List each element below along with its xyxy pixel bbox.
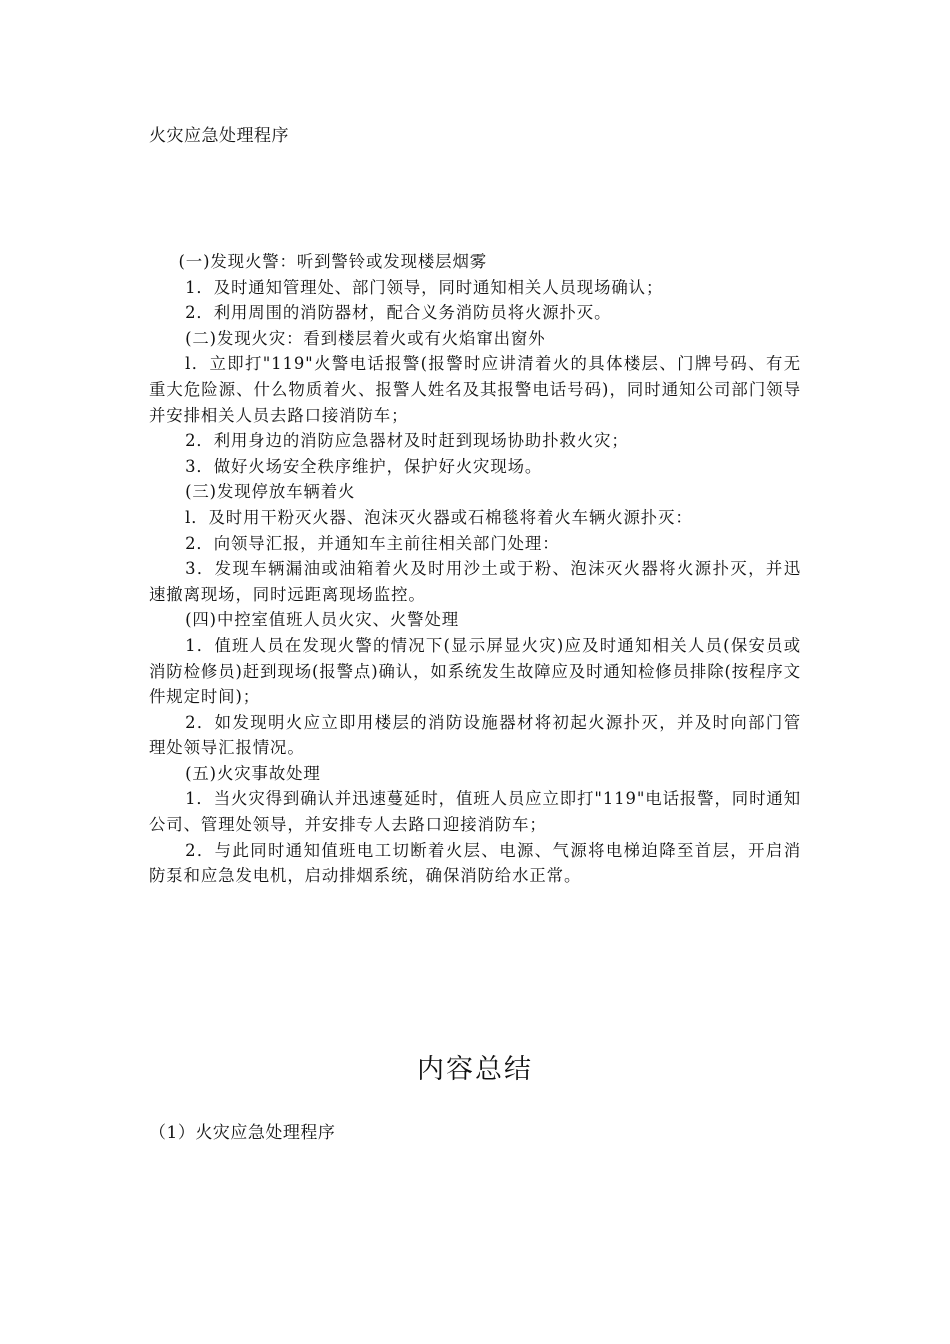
paragraph: 3．做好火场安全秩序维护，保护好火灾现场。: [185, 456, 543, 476]
section-heading-2: (二)发现火灾：看到楼层着火或有火焰窜出窗外: [185, 328, 546, 348]
paragraph: 2．如发现明火应立即用楼层的消防设施器材将初起火源扑灭，并及时向部门管理处领导汇报情况。: [149, 712, 801, 758]
document-header: 火灾应急处理程序: [149, 126, 289, 146]
section-heading-1: (一)发现火警：听到警铃或发现楼层烟雾: [178, 252, 488, 271]
section-heading-4: (四)中控室值班人员火灾、火警处理: [185, 610, 460, 630]
paragraph: 2．利用周围的消防器材，配合义务消防员将火源扑灭。: [185, 303, 612, 323]
section-heading-3: (三)发现停放车辆着火: [185, 482, 356, 502]
paragraph: 2．与此同时通知值班电工切断着火层、电源、气源将电梯迫降至首层，开启消防泵和应急发电机，启动排烟系统，确保消防给水正常。: [149, 840, 801, 886]
paragraph: 3．发现车辆漏油或油箱着火及时用沙土或于粉、泡沫灭火器将火源扑灭，并迅速撤离现场，同时远距离现场监控。: [149, 559, 801, 604]
summary-item: （1）火灾应急处理程序: [149, 1123, 336, 1143]
paragraph: 1．及时通知管理处、部门领导，同时通知相关人员现场确认；: [185, 277, 664, 297]
paragraph: 2．向领导汇报，并通知车主前往相关部门处理：: [185, 533, 560, 553]
summary-title: 内容总结: [417, 1054, 533, 1085]
paragraph: l．及时用干粉灭火器、泡沫灭火器或石棉毯将着火车辆火源扑灭：: [185, 507, 693, 527]
section-heading-5: (五)火灾事故处理: [185, 763, 321, 783]
paragraph: 1．当火灾得到确认并迅速蔓延时，值班人员应立即打"119"电话报警，同时通知公司、管理处领导，并安排专人去路口迎接消防车；: [149, 789, 801, 835]
document-body: [149, 249, 801, 889]
paragraph: l．立即打"119"火警电话报警(报警时应讲清着火的具体楼层、门牌号码、有无重大危险源、什么物质着火、报警人姓名及其报警电话号码)，同时通知公司部门领导并安排相关人员去路口接消防车；: [149, 354, 801, 425]
paragraph: 2．利用身边的消防应急器材及时赶到现场协助扑救火灾；: [185, 431, 629, 451]
paragraph: 1．值班人员在发现火警的情况下(显示屏显火灾)应及时通知相关人员(保安员或消防检修员)赶到现场(报警点)确认，如系统发生故障应及时通知检修员排除(按程序文件规定时间)；: [149, 635, 801, 707]
